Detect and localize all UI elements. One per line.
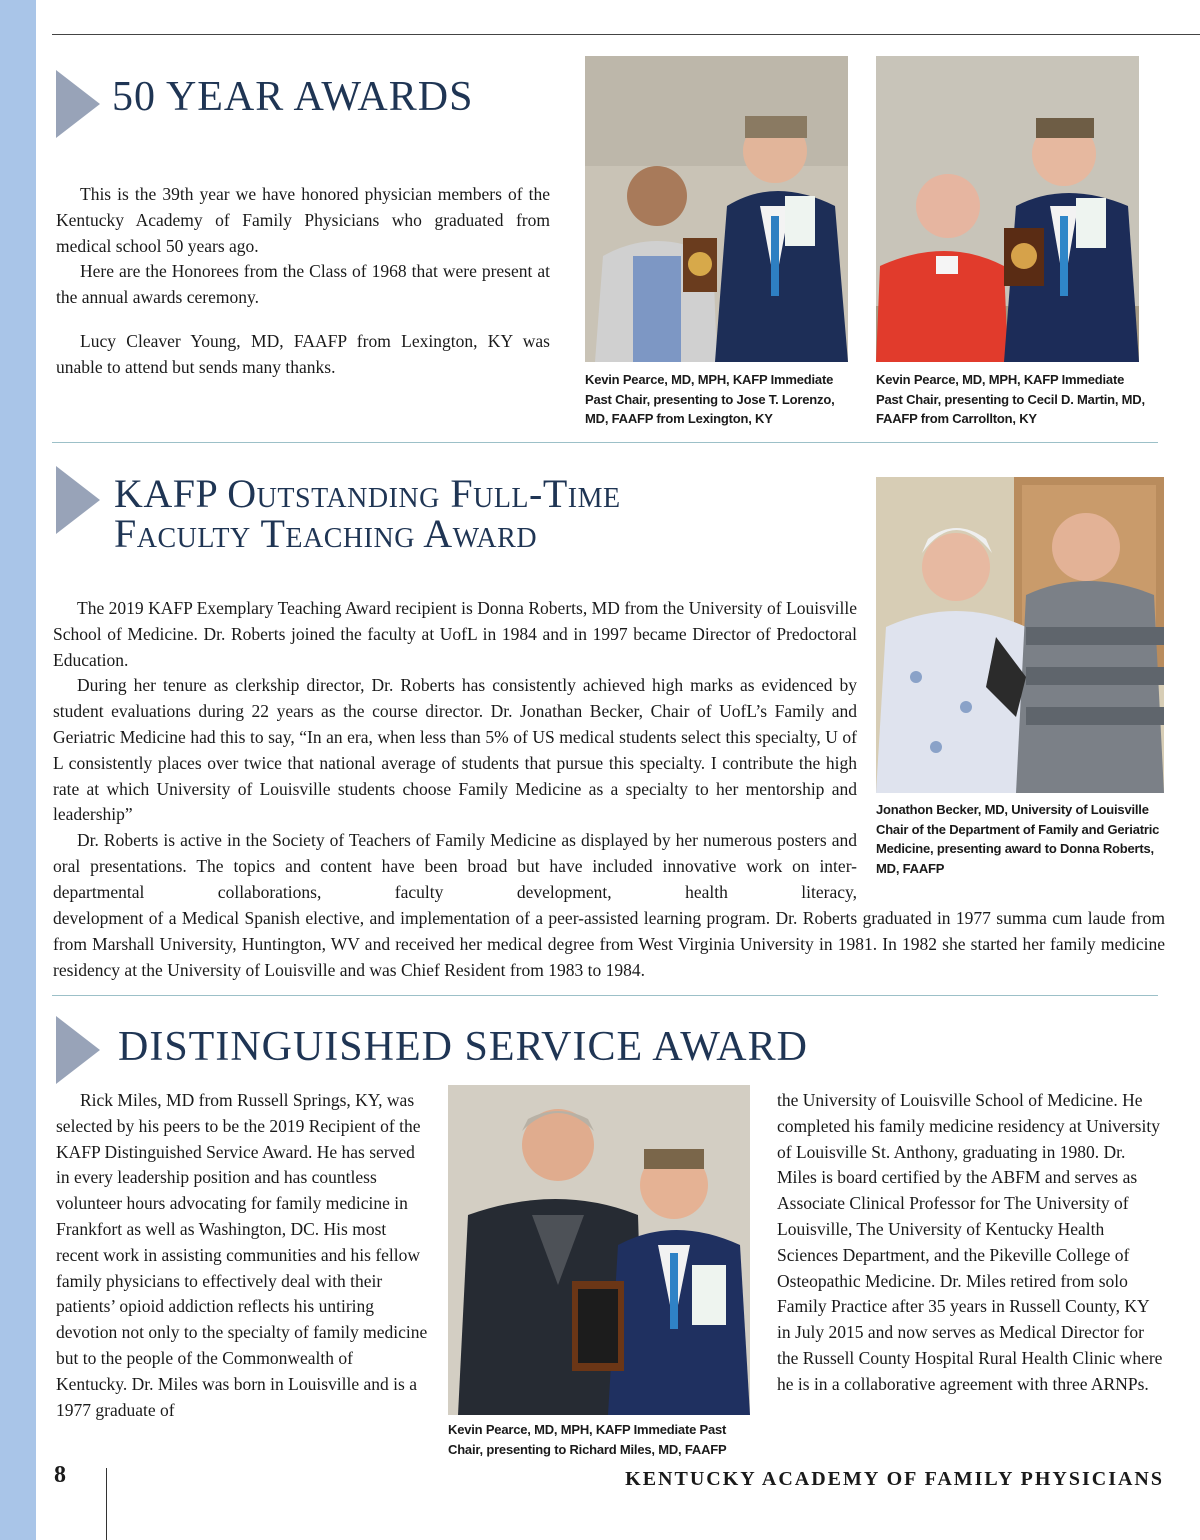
section2-paragraph: Dr. Roberts is active in the Society of Teachers of Family Medicine as displayed by her numerous posters and oral presentations. The topics and content have been broad but have included innovative work on inter-departmental collaborations, faculty development, health literacy, xyxy=(53,830,857,902)
section-heading-distinguished-service: DISTINGUISHED SERVICE AWARD xyxy=(118,1024,808,1070)
section-divider xyxy=(52,995,1158,996)
photo-caption: Kevin Pearce, MD, MPH, KAFP Immediate Past Chair, presenting to Richard Miles, MD, FAAFP xyxy=(448,1422,727,1457)
photo-caption: Kevin Pearce, MD, MPH, KAFP Immediate Past Chair, presenting to Jose T. Lorenzo, MD, FAAFP from Lexington, KY xyxy=(585,372,835,426)
section1-paragraph: Lucy Cleaver Young, MD, FAAFP from Lexington, KY was unable to attend but sends many thanks. xyxy=(56,330,550,377)
publication-title: KENTUCKY ACADEMY OF FAMILY PHYSICIANS xyxy=(625,1468,1164,1490)
section1-paragraph: This is the 39th year we have honored physician members of the Kentucky Academy of Family Physicians who graduated from medical school 50 years ago. xyxy=(56,184,550,256)
photo-award-roberts xyxy=(876,477,1164,793)
section3-paragraph-continued: the University of Louisville School of Medicine. He completed his family medicine residency at University of Louisville St. Anthony, graduating in 1980. Dr. Miles is board certified by the ABFM and serves as Associate Clinical Professor for The University of Louisville, The University of Kentucky Health Sciences Department, and the Pikeville College of Osteopathic Medicine. Dr. Miles retired from solo Family Practice after 35 years in Russell County, KY in July 2015 and now serves as Medical Director for the Russell County Hospital Rural Health Clinic where he is in a collaborative agreement with three ARNPs. xyxy=(777,1090,1163,1394)
section-heading-teaching-award-line2: Faculty Teaching Award xyxy=(114,511,538,556)
section3-paragraph: Rick Miles, MD from Russell Springs, KY, was selected by his peers to be the 2019 Recipient of the KAFP Distinguished Service Award. He has served in every leadership position and has countless volunteer hours advocating for family medicine in Frankfort as well as Washington, DC. His most recent work in assisting communities and his fellow family physicians to effectively deal with their patients’ opioid addiction reflects his untiring devotion not only to the specialty of family medicine but to the people of the Commonwealth of Kentucky. Dr. Miles was born in Louisville and is a 1977 graduate of xyxy=(56,1090,428,1420)
chevron-icon xyxy=(56,1016,100,1084)
left-accent-bar xyxy=(0,0,36,1540)
chevron-icon xyxy=(56,466,100,534)
page-number: 8 xyxy=(54,1462,66,1488)
section2-paragraph-continued: development of a Medical Spanish elective, and implementation of a peer-assisted learning program. Dr. Roberts graduated in 1977 summa cum laude from from Marshall University, Huntington, WV and received her medical degree from West Virginia University in 1981. In 1982 she started her family medicine residency at the University of Louisville and was Chief Resident from 1983 to 1984. xyxy=(53,908,1165,980)
section1-paragraph: Here are the Honorees from the Class of 1968 that were present at the annual awards ceremony. xyxy=(56,261,550,308)
section-heading-teaching-award-line1: KAFP Outstanding Full-Time xyxy=(114,471,621,516)
footer-divider xyxy=(106,1468,107,1540)
section3-column-1 xyxy=(56,1088,428,1423)
top-rule xyxy=(52,34,1200,35)
photo-caption: Jonathon Becker, MD, University of Louisville Chair of the Department of Family and Geriatric Medicine, presenting award to Donna Roberts, MD, FAAFP xyxy=(876,802,1160,876)
section-divider xyxy=(52,442,1158,443)
photo-award-martin xyxy=(876,56,1139,362)
section2-paragraph: The 2019 KAFP Exemplary Teaching Award recipient is Donna Roberts, MD from the University of Louisville School of Medicine. Dr. Roberts joined the faculty at UofL in 1984 and in 1997 became Director of Predoctoral Education. xyxy=(53,598,857,670)
section-heading-50-year-awards: 50 YEAR AWARDS xyxy=(112,74,474,120)
section2-body-lower xyxy=(53,906,1165,983)
photo-caption: Kevin Pearce, MD, MPH, KAFP Immediate Past Chair, presenting to Cecil D. Martin, MD, FAAFP from Carrollton, KY xyxy=(876,372,1145,426)
section2-body-upper xyxy=(53,596,857,906)
photo-award-lorenzo xyxy=(585,56,848,362)
section1-body xyxy=(56,182,550,381)
section3-column-2 xyxy=(777,1088,1163,1398)
chevron-icon xyxy=(56,70,100,138)
section2-paragraph: During her tenure as clerkship director, Dr. Roberts has consistently achieved high marks as evidenced by student evaluations during 22 years as the course director. Dr. Jonathan Becker, Chair of UofL’s Family and Geriatric Medicine had this to say, “In an era, when less than 5% of US medical students select this specialty, U of L consistently places over twice that national average of students that pursue this specialty. I contribute the high rate at which University of Louisville students choose Family Medicine as a specialty to her mentorship and leadership” xyxy=(53,675,857,825)
photo-award-miles xyxy=(448,1085,750,1415)
